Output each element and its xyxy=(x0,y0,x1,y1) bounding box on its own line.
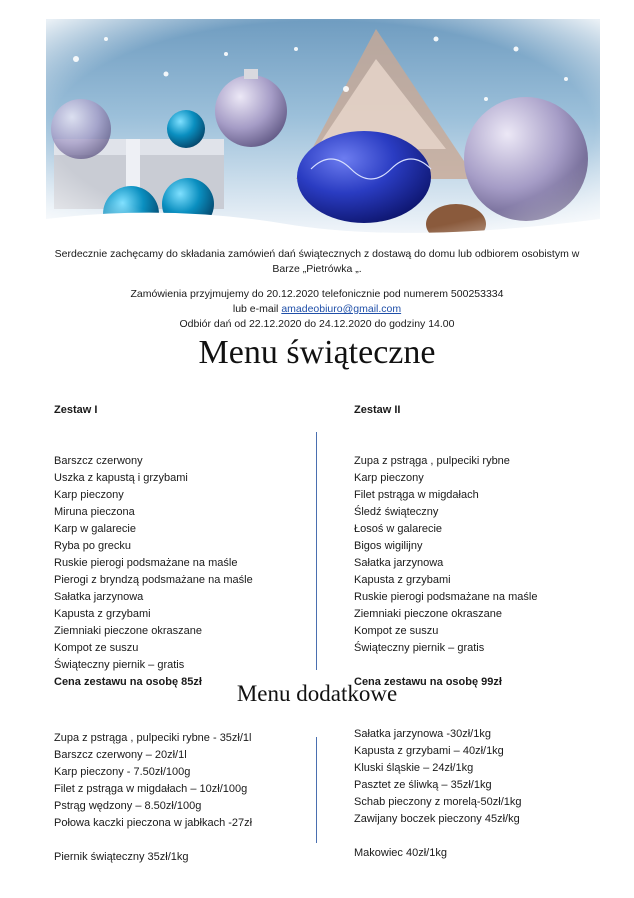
set-1-heading: Zestaw I xyxy=(54,404,98,416)
set-2-heading: Zestaw II xyxy=(354,404,401,416)
set-1-item: Ziemniaki pieczone okraszane xyxy=(54,625,202,637)
extras-left-item: Pstrąg wędzony – 8.50zł/100g xyxy=(54,800,202,812)
set-2-item: Kapusta z grzybami xyxy=(354,574,451,586)
set-1-item: Ruskie pierogi podsmażane na maśle xyxy=(54,557,238,569)
set-2-item: Łosoś w galarecie xyxy=(354,523,443,535)
set-1-item: Kapusta z grzybami xyxy=(54,608,151,620)
menu-title: Menu świąteczne xyxy=(198,334,436,371)
christmas-banner-image xyxy=(46,19,600,238)
set-2-item: Karp pieczony xyxy=(354,472,424,484)
set-1-item: Uszka z kapustą i grzybami xyxy=(54,472,188,484)
email-line xyxy=(40,302,594,317)
set-1-item: Miruna pieczona xyxy=(54,506,135,518)
set-1-price: Cena zestawu na osobę 85zł xyxy=(54,676,202,688)
set-2-column xyxy=(354,402,537,691)
extras-left-item: Zupa z pstrąga , pulpeciki rybne - 35zł/1l xyxy=(54,732,252,744)
set-1-item: Pierogi z bryndzą podsmażane na maśle xyxy=(54,574,253,586)
email-prefix: lub e-mail xyxy=(232,303,282,315)
extras-right-item: Kluski śląskie – 24zł/1kg xyxy=(354,762,474,774)
extras-left-item: Karp pieczony - 7.50zł/100g xyxy=(54,766,191,778)
set-2-item: Sałatka jarzynowa xyxy=(354,557,444,569)
set-2-item: Śledź świąteczny xyxy=(354,506,439,518)
extras-right-column xyxy=(354,726,522,862)
extras-right-item: Sałatka jarzynowa -30zł/1kg xyxy=(354,728,491,740)
set-2-item: Świąteczny piernik – gratis xyxy=(354,642,485,654)
extras-left-column xyxy=(54,730,252,866)
intro-paragraph xyxy=(40,247,594,277)
set-1-item: Kompot ze suszu xyxy=(54,642,139,654)
set-1-item: Sałatka jarzynowa xyxy=(54,591,144,603)
intro-line-2: Barze „Pietrówka „. xyxy=(272,263,362,275)
extras-left-item: Filet z pstrąga w migdałach – 10zł/100g xyxy=(54,783,248,795)
extras-divider xyxy=(316,737,317,843)
extras-left-item: Połowa kaczki pieczona w jabłkach -27zł xyxy=(54,817,253,829)
set-1-item: Karp w galarecie xyxy=(54,523,136,535)
set-1-item: Karp pieczony xyxy=(54,489,124,501)
set-2-item: Zupa z pstrąga , pulpeciki rybne xyxy=(354,455,510,467)
set-2-item: Bigos wigilijny xyxy=(354,540,423,552)
email-link[interactable]: amadeobiuro@gmail.com xyxy=(281,303,402,315)
extras-left-last: Piernik świąteczny 35zł/1kg xyxy=(54,851,189,863)
pickup-line: Odbiór dań od 22.12.2020 do 24.12.2020 do godziny 14.00 xyxy=(179,318,455,330)
extras-right-item: Schab pieczony z morelą-50zł/1kg xyxy=(354,796,522,808)
set-1-item: Barszcz czerwony xyxy=(54,455,143,467)
set-2-item: Ziemniaki pieczone okraszane xyxy=(354,608,502,620)
set-1-item: Ryba po grecku xyxy=(54,540,132,552)
set-2-item: Kompot ze suszu xyxy=(354,625,439,637)
extras-right-item: Zawijany boczek pieczony 45zł/kg xyxy=(354,813,520,825)
set-2-item: Filet pstrąga w migdałach xyxy=(354,489,479,501)
set-1-item: Świąteczny piernik – gratis xyxy=(54,659,185,671)
set-2-price: Cena zestawu na osobę 99zł xyxy=(354,676,502,688)
extras-left-item: Barszcz czerwony – 20zł/1l xyxy=(54,749,187,761)
extras-right-item: Pasztet ze śliwką – 35zł/1kg xyxy=(354,779,492,791)
intro-line-1: Serdecznie zachęcamy do składania zamówień dań świątecznych z dostawą do domu lub odbiorem osobistym w xyxy=(54,248,580,260)
extras-right-last: Makowiec 40zł/1kg xyxy=(354,847,447,859)
set-1-column xyxy=(54,402,253,691)
extras-right-item: Kapusta z grzybami – 40zł/1kg xyxy=(354,745,504,757)
order-info xyxy=(40,287,594,332)
order-line: Zamówienia przyjmujemy do 20.12.2020 telefonicznie pod numerem 500253334 xyxy=(130,288,504,300)
set-2-item: Ruskie pierogi podsmażane na maśle xyxy=(354,591,538,603)
column-divider xyxy=(316,432,317,670)
extras-title: Menu dodatkowe xyxy=(236,681,398,706)
